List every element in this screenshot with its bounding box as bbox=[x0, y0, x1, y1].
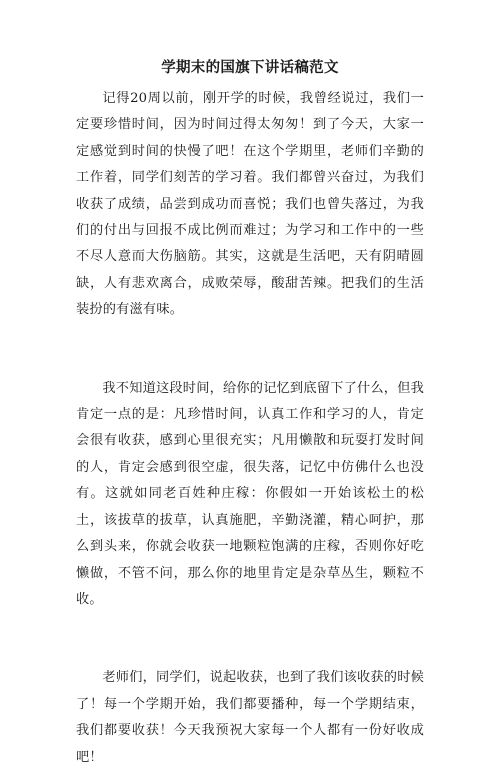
paragraph-1: 记得20周以前，刚开学的时候，我曾经说过，我们一定要珍惜时间，因为时间过得太匆匆！到了今天，大家一定感觉到时间的快慢了吧！在这个学期里，老师们辛勤的工作着，同学们刻苦的学习着。我们都曾兴奋过，为我们收获了成绩，品尝到成功而喜悦；我们也曾失落过，为我们的付出与回报不成比例而难过；为学习和工作中的一些不尽人意而大伤脑筋。其实，这就是生活吧，天有阴晴圆缺，人有悲欢离合，成败荣辱，酸甜苦辣。把我们的生活装扮的有滋有味。 bbox=[76, 91, 424, 318]
document-title: 学期末的国旗下讲话稿范文 bbox=[161, 59, 339, 76]
paragraph-2: 我不知道这段时间，给你的记忆到底留下了什么，但我肯定一点的是：凡珍惜时间，认真工作和学习的人，肯定会很有收获，感到心里很充实；凡用懒散和玩耍打发时间的人，肯定会感到很空虚，很失落，记忆中仿佛什么也没有。这就如同老百姓种庄稼：你假如一开始该松土的松土，该拔草的拔草，认真施肥，辛勤浇灌，精心呵护，那么到头来，你就会收获一地颗粒饱满的庄稼，否则你好吃懒做，不管不问，那么你的地里肯定是杂草丛生，颗粒不收。 bbox=[76, 380, 424, 607]
paragraph-spacer bbox=[76, 324, 424, 376]
paragraph-spacer bbox=[76, 613, 424, 665]
paragraph-3: 老师们，同学们，说起收获，也到了我们该收获的时候了！每一个学期开始，我们都要播种，每一个学期结束，我们都要收获！今天我预祝大家每一个人都有一份好收成吧！ bbox=[76, 670, 424, 765]
document-page bbox=[76, 58, 424, 771]
